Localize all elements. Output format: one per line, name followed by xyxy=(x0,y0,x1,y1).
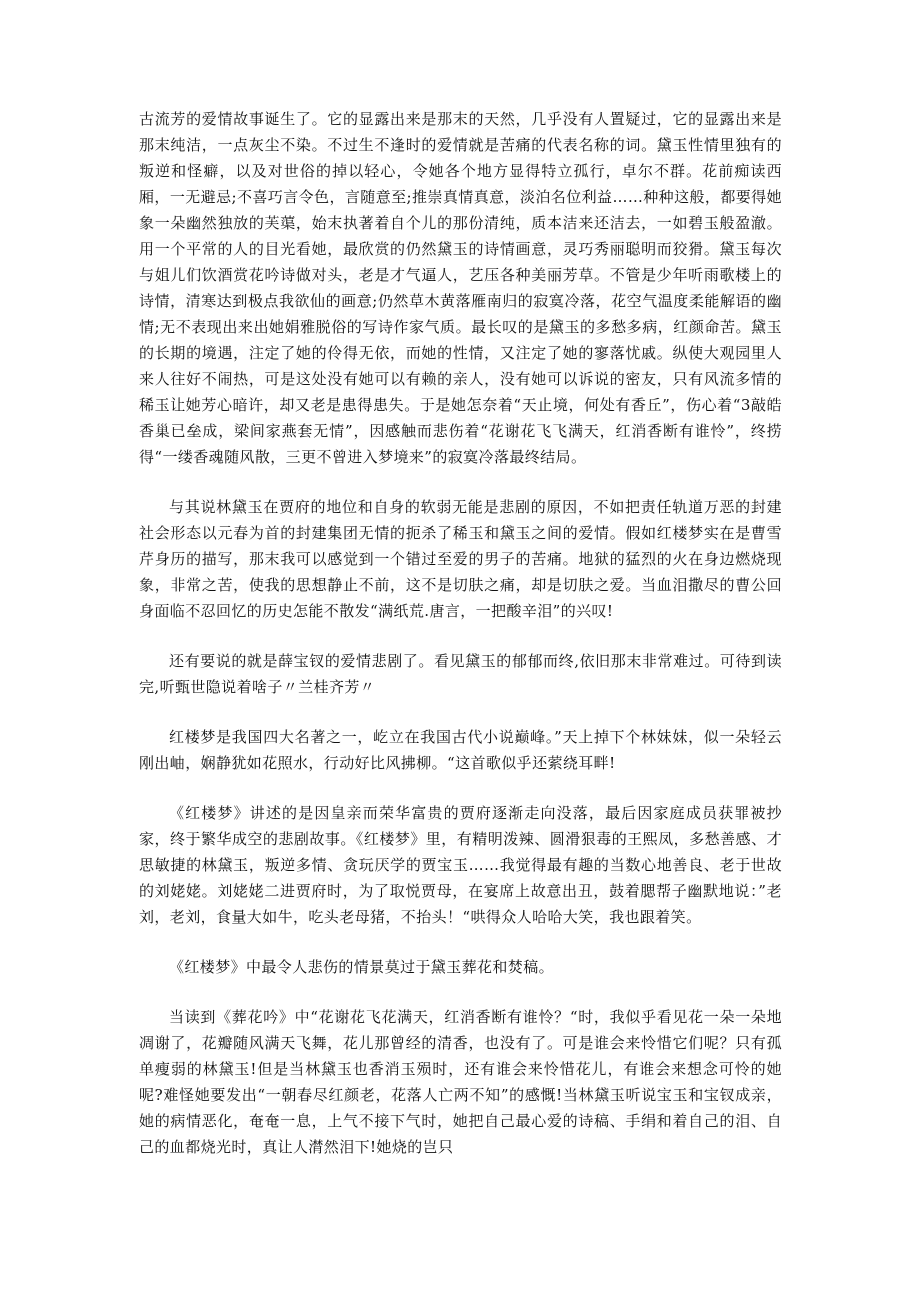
paragraph: 与其说林黛玉在贾府的地位和自身的软弱无能是悲剧的原因，不如把责任轨道万恶的封建社会形态以元春为首的封建集团无情的扼杀了稀玉和黛玉之间的爱情。假如红楼梦实在是曹雪芹身历的描写，那末我可以感觉到一个错过至爱的男子的苦痛。地狱的猛烈的火在身边燃烧现象，非常之苦，使我的思想静止不前，这不是切肤之痛，却是切肤之爱。当血泪撒尽的曹公回身面临不忍回忆的历史怎能不散发“满纸荒.唐言，一把酸辛泪”的兴叹! xyxy=(139,498,782,620)
paragraph: 古流芳的爱情故事诞生了。它的显露出来是那末的天然，几乎没有人置疑过，它的显露出来是那末纯洁，一点灰尘不染。不过生不逢时的爱情就是苦痛的代表名称的词。黛玉性情里独有的叛逆和怪癖，以及对世俗的掉以轻心，令她各个地方显得特立孤行，卓尔不群。花前痴读西厢，一无避忌;不喜巧言令色，言随意至;推崇真情真意，淡泊名位利益……种种这般，都要得她象一朵幽然独放的芙蕖，始末执著着自个儿的那份清纯，质本洁来还洁去，一如碧玉般盈澈。用一个平常的人的目光看她，最欣赏的仍然黛玉的诗情画意，灵巧秀丽聪明而狡猾。黛玉每次与姐儿们饮酒赏花吟诗做对头，老是才气逼人，艺压各种美丽芳草。不管是少年听雨歌楼上的诗情，清寒达到极点我欲仙的画意;仍然草木黄落雁南归的寂寞冷落，花空气温度柔能解语的幽情;无不表现出来出她娟雅脱俗的写诗作家气质。最长叹的是黛玉的多愁多病，红颜命苦。黛玉的长期的境遇，注定了她的伶得无依，而她的性情，又注定了她的寥落忧戚。纵使大观园里人来人往好不闹热，可是这处没有她可以有赖的亲人，没有她可以诉说的密友，只有风流多情的稀玉让她芳心暗许，却又老是患得患失。于是她怎奈着“天止境，何处有香丘”，伤心着“3敲皓香巢已垒成，梁间家燕套无情”，因感触而悲伤着“花谢花飞飞满天，红消香断有谁怜”，终捞得“一缕香魂随风散，三更不曾进入梦境来”的寂寞冷落最终结局。 xyxy=(139,110,782,466)
paragraph: 《红楼梦》中最令人悲伤的情景莫过于黛玉葬花和焚稿。 xyxy=(169,958,555,976)
paragraph: 当读到《葬花吟》中“花谢花飞花满天，红消香断有谁怜？“时，我似乎看见花一朵一朵地凋谢了，花瓣随风满天飞舞，花儿那曾经的清香，也没有了。可是谁会来怜惜它们呢？只有孤单瘦弱的林黛玉!但是当林黛玉也香消玉殒时，还有谁会来怜惜花儿，有谁会来想念可怜的她呢?难怪她要发出“一朝春尽红颜老，花落人亡两不知”的感慨!当林黛玉听说宝玉和宝钗成亲，她的病情恶化，奄奄一息，上气不接下气时，她把自己最心爱的诗稿、手绢和着自己的泪、自己的血都烧光时，真让人潸然泪下!她烧的岂只 xyxy=(139,1008,782,1156)
paragraph: 红楼梦是我国四大名著之一，屹立在我国古代小说巅峰。”天上掉下个林妹妹，似一朵轻云刚出岫，娴静犹如花照水，行动好比风拂柳。“这首歌似乎还萦绕耳畔! xyxy=(139,728,782,772)
document-body xyxy=(139,106,782,1160)
paragraph: 《红楼梦》讲述的是因皇亲而荣华富贵的贾府逐渐走向没落，最后因家庭成员获罪被抄家，终于繁华成空的悲剧故事。《红楼梦》里，有精明泼辣、圆滑狠毒的王熙凤，多愁善感、才思敏捷的林黛玉，叛逆多情、贪玩厌学的贾宝玉……我觉得最有趣的当数心地善良、老于世故的刘姥姥。刘姥姥二进贾府时，为了取悦贾母，在宴席上故意出丑，鼓着腮帮子幽默地说：”老刘，老刘，食量大如牛，吃头老母猪，不抬头！“哄得众人哈哈大笑，我也跟着笑。 xyxy=(139,804,782,926)
paragraph: 还有要说的就是薛宝钗的爱情悲剧了。看见黛玉的郁郁而终,依旧那末非常难过。可待到读完,听甄世隐说着啥子〃兰桂齐芳〃 xyxy=(139,652,782,696)
